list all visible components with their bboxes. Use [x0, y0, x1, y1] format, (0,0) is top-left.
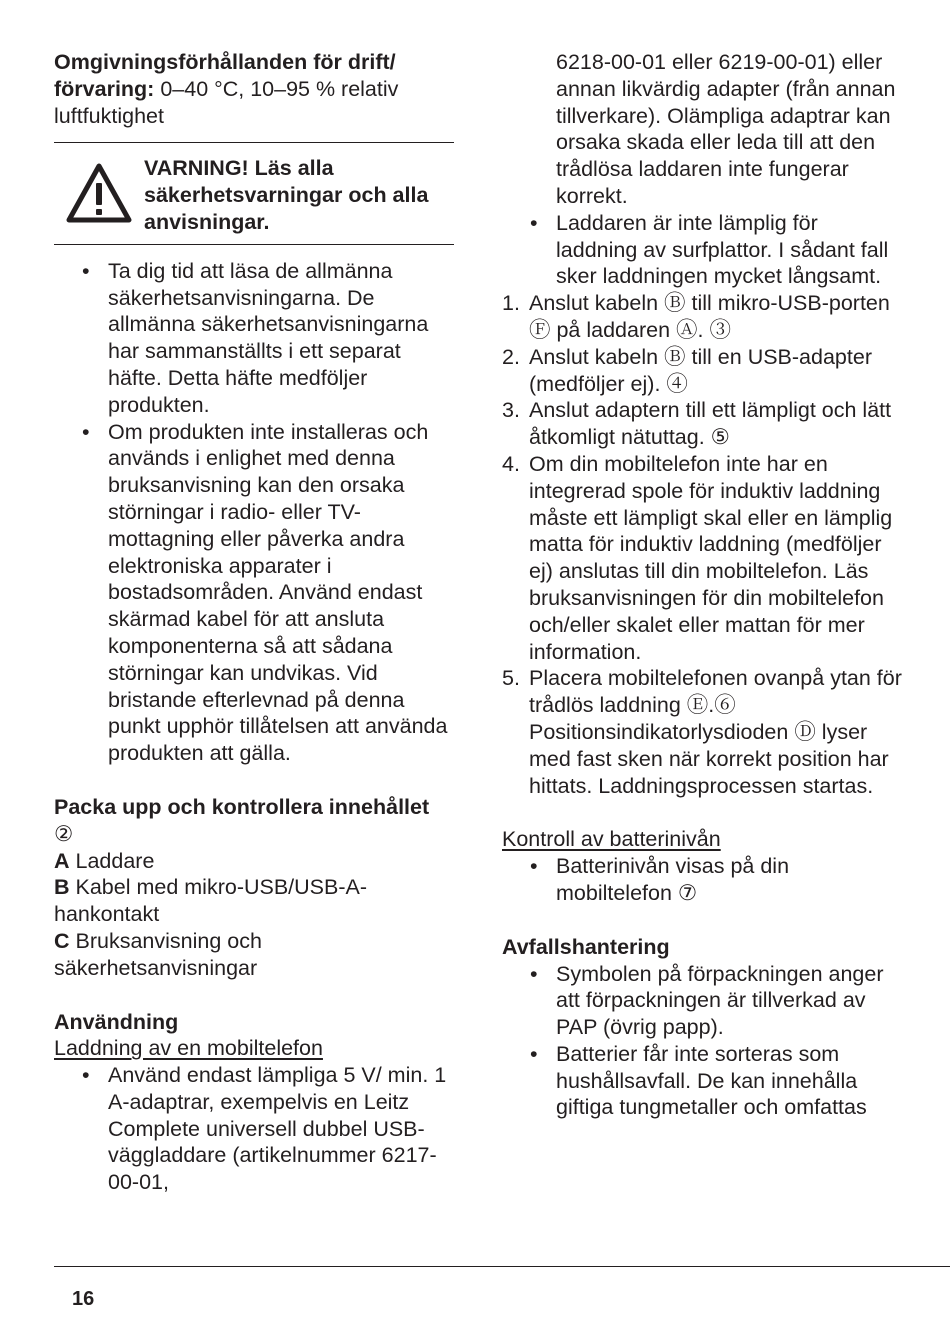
contents-item: C Bruksanvisning och säkerhetsanvisningar [54, 928, 262, 980]
step-item: 1. Anslut kabeln Ⓑ till mikro-USB-porten Ⓕ på laddaren Ⓐ. ③ [502, 291, 890, 342]
list-item: 6218-00-01 eller 6219-00-01) eller annan likvärdig adapter (från annan tillverkare). Olämpliga adaptrar kan orsaka skada eller leda till att den trådlösa laddaren inte fungerar korrekt. [556, 50, 896, 208]
list-item: • Om produkten inte installeras och används i enlighet med denna bruksanvisning kan den orsaka störningar i radio- eller TV-mottagning eller påverka andra elektroniska apparater i bostadsområden. Använd endast skärmad kabel för att ansluta komponenterna så att sådana störningar kan undvikas. Vid bristande efterlevnad på denna punkt upphör tillåtelsen att använda produkten att gälla. [82, 419, 448, 766]
list-item: • Batterinivån visas på din mobiltelefon ⑦ [530, 854, 790, 905]
step-item: 3. Anslut adaptern till ett lämpligt och lätt åtkomligt nätuttag. ⑤ [502, 398, 892, 450]
step-item: 4. Om din mobiltelefon inte har en integrerad spole för induktiv laddning måste ett lämpligt skal eller en lämplig matta för induktiv laddning (medföljer ej) anslutas till din mobiltelefon. Läs bruksanvisningen för din mobiltelefon och/eller skalet eller mattan för mer information. [502, 451, 893, 664]
unpack-heading: Packa upp och kontrollera innehållet ② [54, 794, 430, 846]
list-item: • Ta dig tid att läsa de allmänna säkerhetsanvisningarna. De allmänna säkerhetsanvisningarna har sammanställts i ett separat häfte. Detta häfte medföljer produkten. [82, 258, 429, 417]
steps-list [502, 290, 902, 799]
left-column [54, 49, 454, 1196]
battery-bullet-list [502, 853, 902, 907]
usage-bullet-list [54, 1062, 454, 1196]
warning-text: VARNING! Läs alla säkerhetsvarningar och alla anvisningar. [144, 156, 429, 234]
step-item: 2. Anslut kabeln Ⓑ till en USB-adapter (medföljer ej). ④ [502, 344, 872, 396]
environment-conditions [54, 49, 454, 129]
contents-item: B Kabel med mikro-USB/USB-A-hankontakt [54, 875, 368, 927]
right-column [502, 49, 902, 1121]
warning-triangle-icon [66, 163, 132, 223]
list-item: • Laddaren är inte lämplig för laddning av surfplattor. I sådant fall sker laddningen mycket långsamt. [530, 210, 889, 289]
charging-subheading: Laddning av en mobiltelefon [54, 1036, 323, 1061]
battery-subheading: Kontroll av batterinivån [502, 827, 721, 852]
list-item: • Använd endast lämpliga 5 V/ min. 1 A-adaptrar, exempelvis en Leitz Complete universell dubbel USB-väggladdare (artikelnummer 6217-00-01, [82, 1063, 447, 1195]
disposal-bullet-list [502, 961, 902, 1122]
environment-value: 0–40 °C, 10–95 % relativ luftfuktighet [54, 76, 399, 128]
step-item: 5. Placera mobiltelefonen ovanpå ytan för trådlös laddning Ⓔ.⑥ Positionsindikatorlysdioden Ⓓ lyser med fast sken när korrekt position har hittats. Laddningsprocessen startas. [502, 666, 902, 798]
disposal-heading: Avfallshantering [502, 934, 670, 959]
usage-bullet-continued [502, 49, 902, 290]
list-item: • Batterier får inte sorteras som hushållsavfall. De kan innehålla giftiga tungmetaller och omfattas [530, 1041, 867, 1120]
safety-bullet-list [54, 258, 454, 767]
page-number: 16 [72, 1288, 95, 1310]
usage-heading: Användning [54, 1009, 179, 1034]
list-item: • Symbolen på förpackningen anger att förpackningen är tillverkad av PAP (övrig papp). [530, 961, 884, 1040]
environment-label: Omgivningsförhållanden för drift/ förvaring: [54, 50, 396, 101]
figure-ref: ② [54, 821, 74, 846]
warning-box [54, 143, 454, 243]
contents-item: A Laddare [54, 848, 155, 873]
footer-divider [54, 1266, 950, 1267]
